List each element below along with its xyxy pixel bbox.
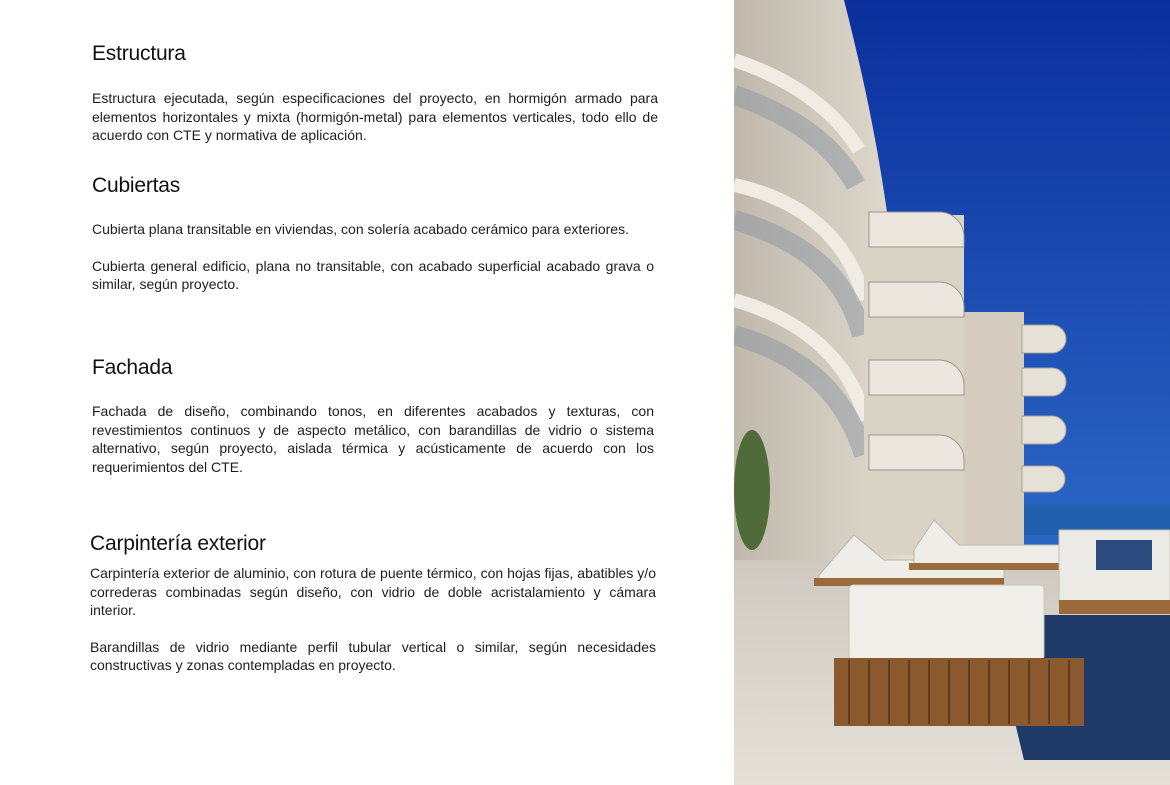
building-right <box>959 312 1024 552</box>
building-terrace-photo <box>734 0 1170 785</box>
section-title: Cubiertas <box>92 174 181 197</box>
section-fachada <box>92 356 654 476</box>
section-paragraph: Fachada de diseño, combinando tonos, en diferentes acabados y texturas, con revestimientos continuos y de aspecto metálico, con barandillas de vidrio o sistema alternativo, según proyecto, aislada térmica y acústicamente de acuerdo con los requerimientos del CTE. <box>92 403 654 475</box>
section-paragraph: Cubierta general edificio, plana no transitable, con acabado superficial acabado grava o similar, según proyecto. <box>92 257 654 292</box>
section-paragraph: Carpintería exterior de aluminio, con rotura de puente térmico, con hojas fijas, abatibles y/o correderas combinadas según diseño, con vidrio de doble acristalamiento y cámara interior. <box>90 565 656 618</box>
photo-illustration <box>734 0 1170 785</box>
section-paragraph: Barandillas de vidrio mediante perfil tubular vertical o similar, según necesidades constructivas y zonas contempladas en proyecto. <box>90 638 656 673</box>
section-paragraph: Estructura ejecutada, según especificaciones del proyecto, en hormigón armado para elementos horizontales y mixta (hormigón-metal) para elementos verticales, todo ello de acuerdo con CTE y normativa de aplicación. <box>92 90 658 143</box>
section-title: Fachada <box>92 356 173 379</box>
section-paragraph: Cubierta plana transitable en viviendas, con solería acabado cerámico para exteriores. <box>92 221 629 237</box>
section-cubiertas <box>92 174 654 294</box>
outdoor-sofa <box>1059 530 1170 614</box>
section-carpinteria-exterior <box>90 532 656 675</box>
section-title: Estructura <box>92 42 186 65</box>
section-estructura <box>92 42 658 145</box>
section-title: Carpintería exterior <box>90 532 266 555</box>
